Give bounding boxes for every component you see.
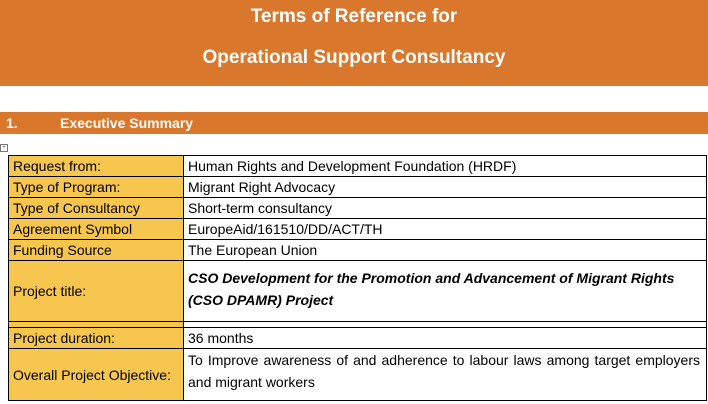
- row-value: CSO Development for the Promotion and Advancement of Migrant Rights (CSO DPAMR) Project: [184, 261, 707, 322]
- table-row: [9, 177, 707, 198]
- document-title-line-1: Terms of Reference for: [250, 6, 458, 27]
- document-title-line-2: Operational Support Consultancy: [202, 47, 506, 68]
- table-row: [9, 156, 707, 177]
- table-move-handle-icon[interactable]: +: [0, 144, 8, 152]
- row-label: Agreement Symbol: [9, 219, 184, 240]
- row-value: EuropeAid/161510/DD/ACT/TH: [184, 219, 707, 240]
- row-value: The European Union: [184, 240, 707, 261]
- section-heading-bar: [0, 112, 708, 134]
- row-label: Type of Consultancy: [9, 198, 184, 219]
- section-number: 1.: [6, 115, 18, 131]
- table-row: [9, 198, 707, 219]
- row-value: To Improve awareness of and adherence to labour laws among target employers and migrant workers: [184, 349, 707, 401]
- row-value: Human Rights and Development Foundation (HRDF): [184, 156, 707, 177]
- row-value: 36 months: [184, 328, 707, 349]
- row-value: Migrant Right Advocacy: [184, 177, 707, 198]
- row-label: Project title:: [9, 261, 184, 322]
- executive-summary-table: [8, 155, 707, 401]
- row-label: Request from:: [9, 156, 184, 177]
- row-label: Project duration:: [9, 328, 184, 349]
- table-row: [9, 240, 707, 261]
- table-row: [9, 219, 707, 240]
- row-label: Overall Project Objective:: [9, 349, 184, 401]
- table-row: [9, 349, 707, 401]
- title-banner: [0, 0, 708, 86]
- section-title: Executive Summary: [60, 115, 194, 131]
- table-row: [9, 261, 707, 322]
- table-row: [9, 328, 707, 349]
- row-label: Funding Source: [9, 240, 184, 261]
- row-value: Short-term consultancy: [184, 198, 707, 219]
- row-label: Type of Program:: [9, 177, 184, 198]
